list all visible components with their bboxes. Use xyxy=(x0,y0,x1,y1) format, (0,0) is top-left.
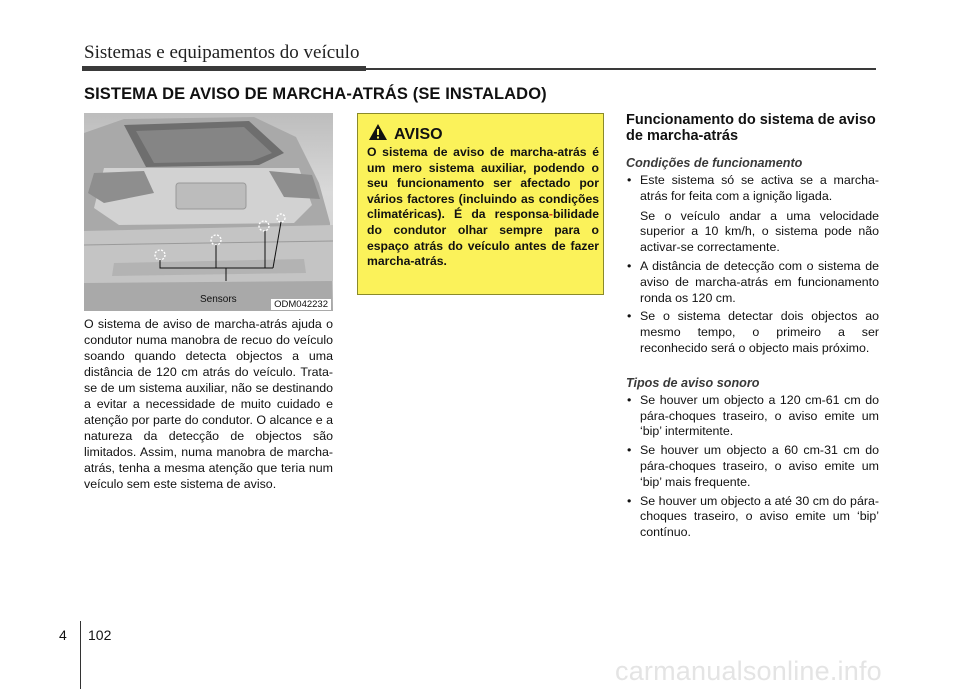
list-item xyxy=(626,443,879,490)
bullet: • xyxy=(627,258,632,273)
chapter-title: Sistemas e equipamentos do veículo xyxy=(84,42,360,63)
bullet: • xyxy=(627,443,632,458)
bullet: • xyxy=(627,173,632,187)
chapter-number: 4 xyxy=(59,627,67,643)
sound-type-text: Se houver um objecto a 60 cm-31 cm do pára-choques traseiro, o aviso emite um ‘bip’ mais frequente. xyxy=(640,443,879,489)
list-item xyxy=(626,309,879,356)
warning-text xyxy=(367,145,599,270)
conditions-list-cont xyxy=(626,259,879,357)
warning-text-rest: bilidade do condutor olhar sempre para o espaço atrás do veículo antes de fazer marcha-atrás. xyxy=(367,207,599,269)
conditions-list xyxy=(626,173,879,205)
sound-heading: Tipos de aviso sonoro xyxy=(626,375,760,390)
car-rear-illustration xyxy=(84,113,333,311)
operation-column xyxy=(626,112,879,541)
header-rule xyxy=(366,68,876,70)
condition-text: Se o sistema detectar dois objectos ao mesmo tempo, o primeiro a ser reconhecido será o objecto mais próximo. xyxy=(640,309,879,355)
warning-title: AVISO xyxy=(394,126,443,143)
rear-bumper-sensors-figure xyxy=(84,113,333,311)
condition-note: Se o veículo andar a uma velocidade superior a 10 km/h, o sistema pode não activar-se correctamente. xyxy=(640,208,879,255)
section-title: SISTEMA DE AVISO DE MARCHA-ATRÁS (SE INSTALADO) xyxy=(84,85,547,103)
watermark: carmanualsonline.info xyxy=(615,656,882,686)
header-bar xyxy=(82,66,366,71)
condition-text: Este sistema só se activa se a marcha-atrás for feita com a ignição ligada. xyxy=(640,173,879,203)
warning-text-main: O sistema de aviso de marcha-atrás é um mero sistema auxiliar, podendo o seu funcionamento ser afectado por vários factores (incluindo as condições climatéricas). É da responsa xyxy=(367,145,599,222)
sensors-label: Sensors xyxy=(200,294,237,305)
figure-code: ODM042232 xyxy=(271,299,331,310)
list-item xyxy=(626,259,879,306)
condition-text: A distância de detecção com o sistema de aviso de marcha-atrás em funcionamento ronda os 120 cm. xyxy=(640,258,879,305)
footer-rule xyxy=(80,621,81,689)
warning-triangle-icon xyxy=(368,123,388,141)
list-item xyxy=(626,173,879,205)
bullet: • xyxy=(627,493,632,508)
page-number: 102 xyxy=(88,627,112,643)
bullet: • xyxy=(627,392,632,407)
intro-paragraph: O sistema de aviso de marcha-atrás ajuda o condutor numa manobra de recuo do veículo soando quando detecta objectos a uma distância de 120 cm atrás do veículo. Trata-se de um sistema auxiliar, não se destinando a evitar a necessidade de muito cuidado e atenção por parte do condutor. O alcance e a natureza da detecção de objectos são limitados. Assim, numa manobra de marcha-atrás, tenha a mesma atenção que teria num veículo sem este sistema de aviso. xyxy=(84,317,333,491)
warning-hyphen: - xyxy=(548,207,553,222)
operation-title: Funcionamento do sistema de aviso de marcha-atrás xyxy=(626,112,876,144)
sound-type-text: Se houver um objecto a 120 cm-61 cm do pára-choques traseiro, o aviso emite um ‘bip’ intermitente. xyxy=(640,392,879,439)
sound-types-list xyxy=(626,393,879,541)
sound-type-text: Se houver um objecto a até 30 cm do pára-choques traseiro, o aviso emite um ‘bip’ contínuo. xyxy=(640,493,879,540)
list-item xyxy=(626,393,879,440)
conditions-heading: Condições de funcionamento xyxy=(626,156,803,170)
warning-box xyxy=(357,113,604,295)
list-item xyxy=(626,494,879,541)
bullet: • xyxy=(627,309,632,324)
